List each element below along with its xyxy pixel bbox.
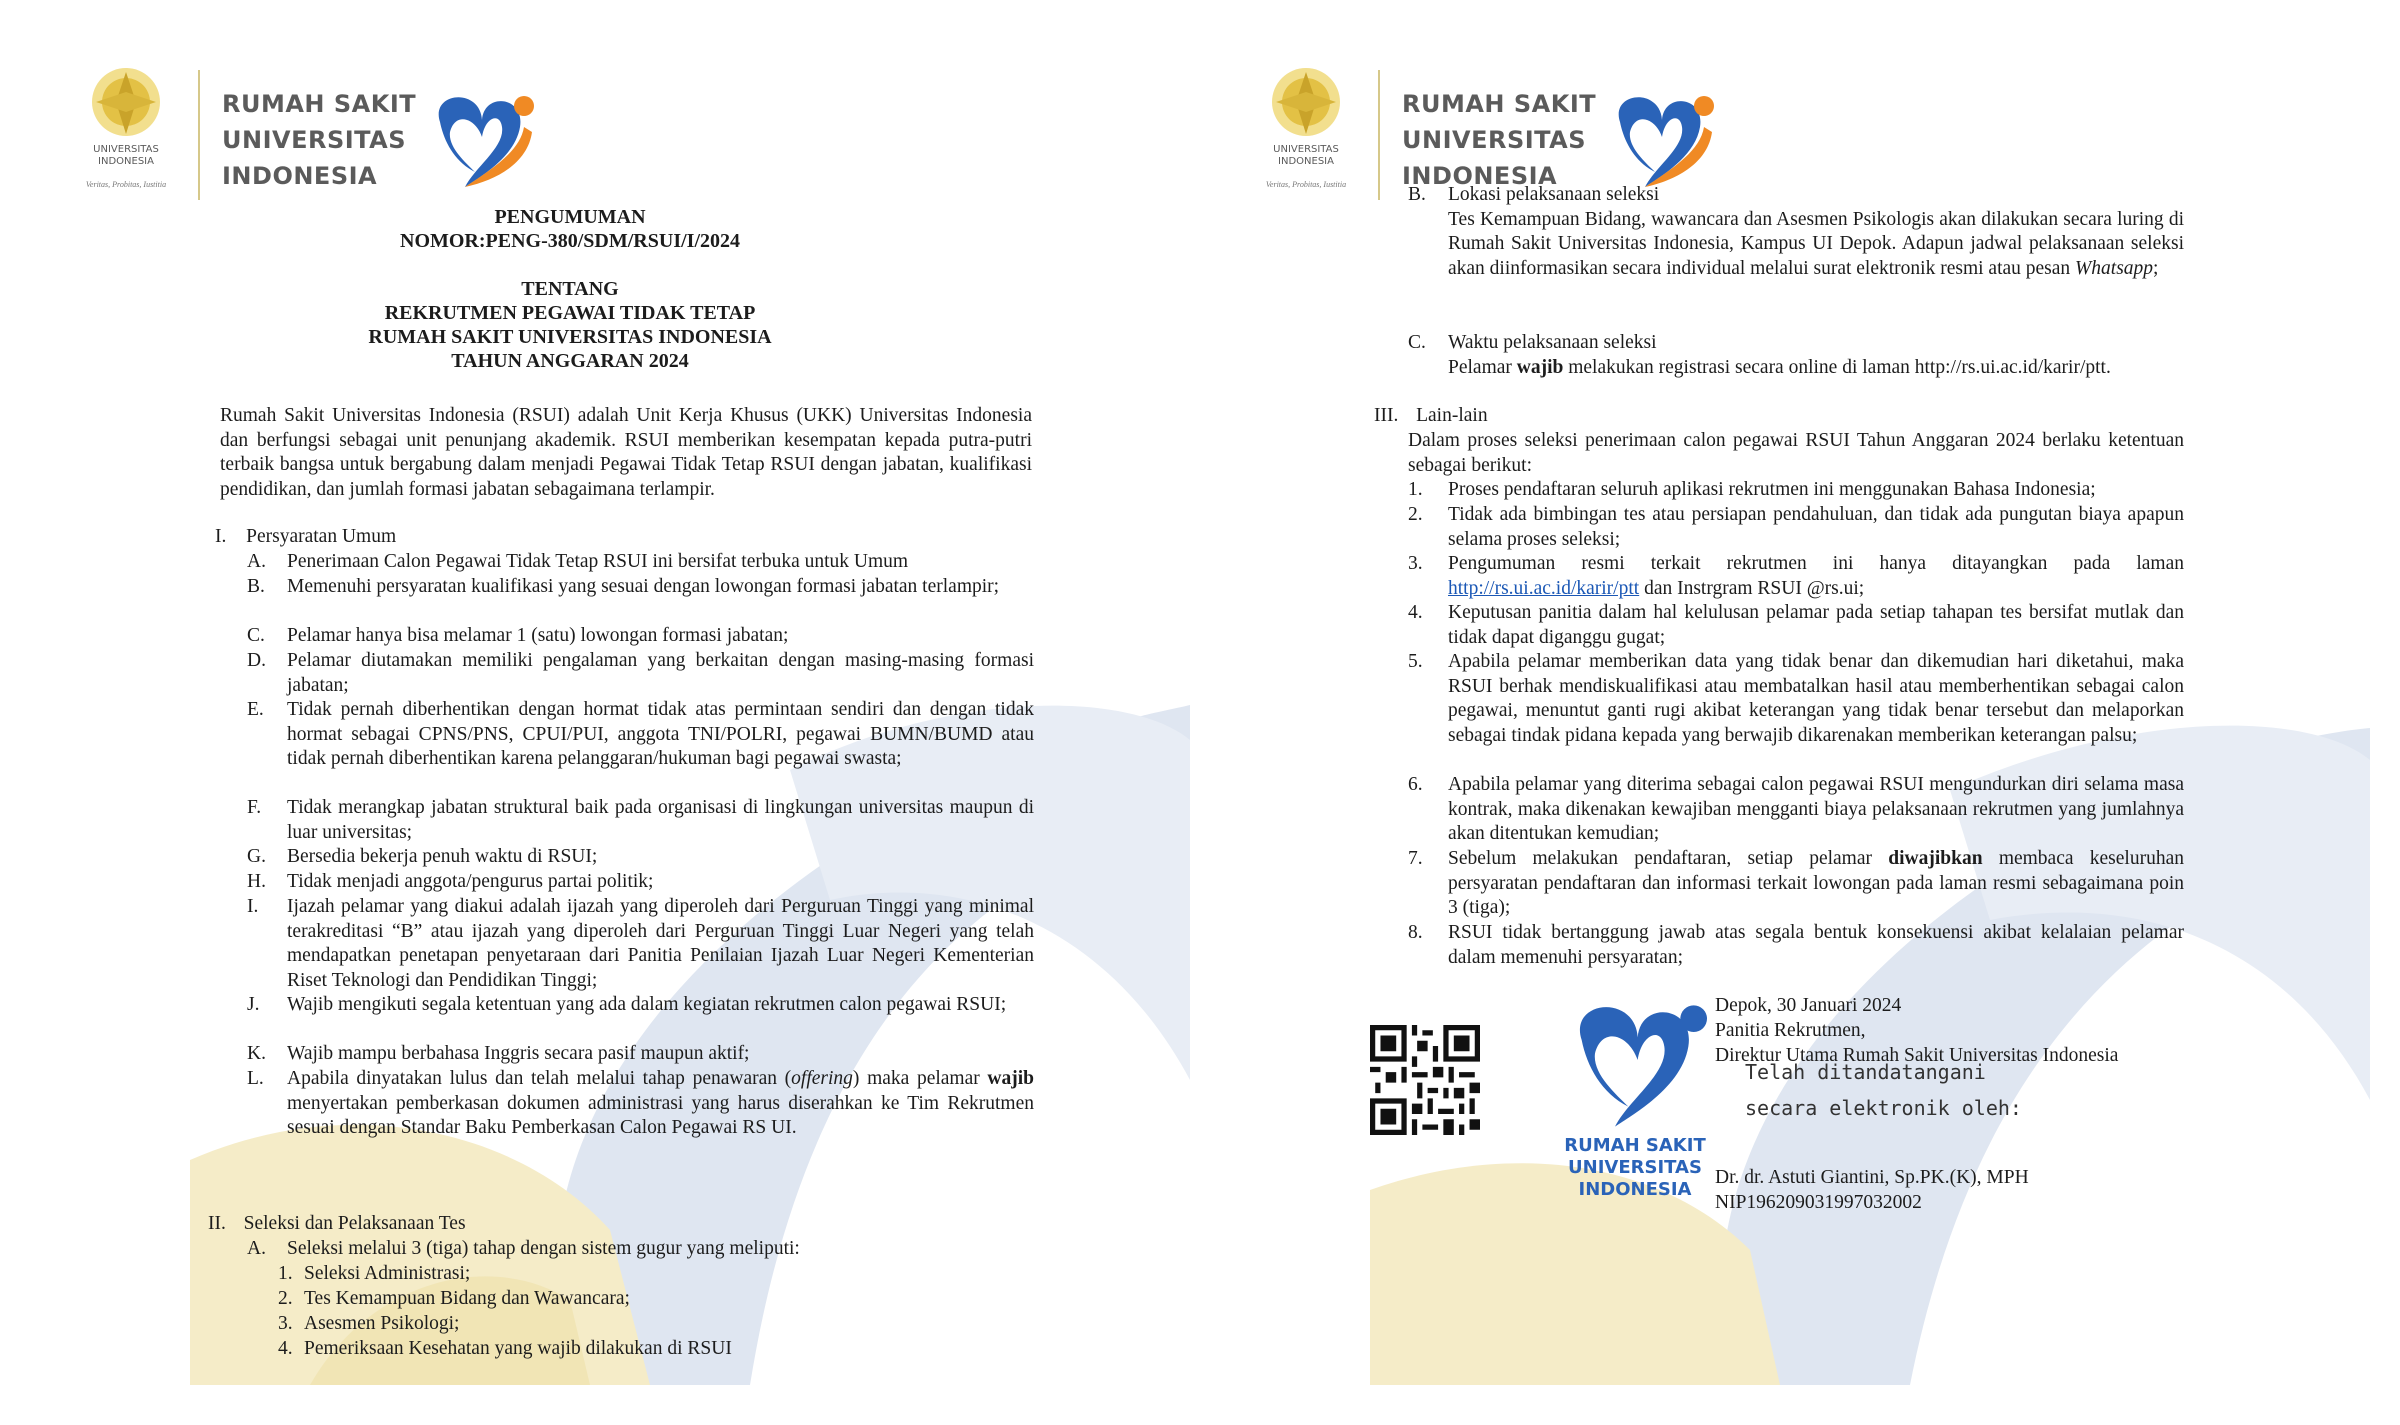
section-title-text: Seleksi dan Pelaksanaan Tes [243,1213,466,1234]
list-item-text: Memenuhi persyaratan kualifikasi yang sesuai dengan lowongan formasi jabatan terlampir; [287,576,1000,597]
hospital-name-line: RUMAH SAKIT [222,90,417,118]
list-item-label: D. [247,650,266,671]
list-item-text: Apabila dinyatakan lulus dan telah melalui tahap penawaran (offering) maka pelamar wajib menyertakan pemberkasan dokumen administrasi yang harus diserahkan ke Tim Rekrutmen sesuai dengan Standar Baku Pemberkasan Calon Pegawai RS UI. [287,1068,1035,1138]
list-item-text: Tidak merangkap jabatan struktural baik pada organisasi di lingkungan universitas maupun di luar universitas; [287,797,1034,843]
announcement-title: PENGUMUMAN [494,206,646,228]
list-item-label: F. [247,797,262,818]
emblem-text-line: INDONESIA [98,156,154,167]
rsui-stamp [1555,985,1715,1215]
hospital-name-line: UNIVERSITAS [1402,126,1587,154]
list-item-text: Tidak pernah diberhentikan dengan hormat tidak atas permintaan sendiri dan dengan tidak hormat sebagai CPNS/PNS, CPUI/PUI, anggota TNI/POLRI, pegawai BUMN/BUMD atau tidak pernah diberhentikan karena pelanggaran/hukuman bagi pegawai swasta; [287,699,1034,769]
list-item-text: Proses pendaftaran seluruh aplikasi rekrutmen ini menggunakan Bahasa Indonesia; [1448,479,2096,500]
stamp-name-line: UNIVERSITAS [1568,1157,1702,1178]
list-item-label: 6. [1408,774,1423,795]
list-item-text: Wajib mengikuti segala ketentuan yang ada dalam kegiatan rekrutmen calon pegawai RSUI; [287,994,1007,1015]
emblem-motto: Veritas, Probitas, Iustitia [85,180,167,189]
list-item-text: Keputusan panitia dalam hal kelulusan pelamar pada setiap tahapan tes bersifat mutlak dan tidak dapat diganggu gugat; [1448,602,2184,648]
list-item-text: Asesmen Psikologi; [304,1313,460,1334]
emblem-text-line: INDONESIA [1278,156,1334,167]
signature-position: Direktur Utama Rumah Sakit Universitas Indonesia [1715,1045,2119,1066]
emblem-text-line: UNIVERSITAS [93,144,159,155]
stamp-name-line: INDONESIA [1578,1179,1692,1200]
list-item-label: 2. [278,1288,293,1309]
signature-committee: Panitia Rekrutmen, [1715,1020,1866,1041]
list-item-label: G. [247,846,266,867]
list-item-text: Pengumuman resmi terkait rekrutmen ini hanya ditayangkan pada laman http://rs.ui.ac.id/karir/ptt dan Instrgram RSUI @rs.ui; [1448,553,2184,599]
logo-divider [198,70,200,200]
list-item-label: 8. [1408,922,1423,943]
section-title-text: Persyaratan Umum [246,526,397,547]
section-number: II. [208,1213,226,1234]
list-item-label: C. [247,625,265,646]
ui-emblem [80,62,172,194]
list-item-text: Seleksi Administrasi; [304,1263,471,1284]
announcement-about: TENTANG [521,278,619,300]
list-item-text: Wajib mampu berbahasa Inggris secara pasif maupun aktif; [287,1043,750,1064]
signer-name: Dr. dr. Astuti Giantini, Sp.PK.(K), MPH [1715,1167,2029,1188]
signer-nip: NIP196209031997032002 [1715,1192,1922,1213]
list-item-text: Tes Kemampuan Bidang dan Wawancara; [304,1288,630,1309]
list-item-text: Bersedia bekerja penuh waktu di RSUI; [287,846,598,867]
emblem-motto: Veritas, Probitas, Iustitia [1265,180,1347,189]
hospital-name [1402,86,1596,194]
section-title-text: Lain-lain [1416,405,1488,426]
list-item-text: Waktu pelaksanaan seleksi Pelamar wajib melakukan registrasi secara online di laman http://rs.ui.ac.id/karir/ptt. [1448,332,2111,378]
hospital-name-line: INDONESIA [222,162,378,190]
list-item-text: RSUI tidak bertanggung jawab atas segala bentuk konsekuensi akibat kelalaian pelamar dalam memenuhi persyaratan; [1448,922,2184,968]
list-item-label: E. [247,699,264,720]
list-item-label: 7. [1408,848,1423,869]
list-item-label: 1. [278,1263,293,1284]
logo-divider [1378,70,1380,200]
announcement-subject-line: TAHUN ANGGARAN 2024 [451,350,689,372]
list-item-label: 1. [1408,479,1423,500]
qr-code-icon [1370,1025,1480,1135]
list-item-text: Ijazah pelamar yang diakui adalah ijazah yang diperoleh dari Perguruan Tinggi yang minimal terakreditasi “B” atau ijazah yang diperoleh dari Perguruan Tinggi Luar Negeri yang telah mendapatkan penetapan penyetaraan dari Panitia Penilaian Ijazah Luar Negeri Kementerian Riset Teknologi dan Pendidikan Tinggi; [287,896,1034,991]
list-item-label: H. [247,871,266,892]
list-item-text: Apabila pelamar yang diterima sebagai calon pegawai RSUI mengundurkan diri selama masa kontrak, maka dikenakan kewajiban mengganti biaya pelaksanaan rekrutmen yang jumlahnya akan ditentukan kemudian; [1448,774,2184,844]
esign-line: Telah ditandatangani [1745,1060,1986,1084]
list-item-label: 4. [278,1338,293,1359]
list-item-label: L. [247,1068,264,1089]
list-item-label: A. [247,551,266,572]
section-1-title [215,525,396,550]
makara-emblem-icon [80,62,172,146]
hospital-name-line: UNIVERSITAS [222,126,407,154]
signature-place-date: Depok, 30 Januari 2024 [1715,995,1902,1016]
list-item-text: Penerimaan Calon Pegawai Tidak Tetap RSUI ini bersifat terbuka untuk Umum [287,551,909,572]
list-item-label: 2. [1408,504,1423,525]
section-number: I. [215,526,227,547]
section-3-intro: Dalam proses seleksi penerimaan calon pegawai RSUI Tahun Anggaran 2024 berlaku ketentuan sebagai berikut: [1408,430,2184,476]
rsui-logo [80,62,560,202]
heart-logo-icon [420,82,540,192]
career-page-link[interactable]: http://rs.ui.ac.id/karir/ptt [1448,577,1640,599]
announcement-subject-line: RUMAH SAKIT UNIVERSITAS INDONESIA [368,326,772,348]
section-3-title [1374,404,1488,429]
emblem-text-line: UNIVERSITAS [1273,144,1339,155]
list-item-label: A. [247,1238,266,1259]
hospital-name-line: INDONESIA [1402,162,1558,190]
list-item-label: 4. [1408,602,1423,623]
list-item-label: J. [247,994,260,1015]
section-2-title [208,1212,466,1237]
section-number: III. [1374,405,1399,426]
announcement-subject-line: REKRUTMEN PEGAWAI TIDAK TETAP [384,302,756,324]
list-item-text: Tidak ada bimbingan tes atau persiapan pendahuluan, dan tidak ada pungutan biaya apapun selama proses seleksi; [1448,504,2184,550]
document-page-1 [85,50,1190,1385]
heart-logo-icon [1600,82,1720,192]
list-item-label: B. [247,576,265,597]
list-item-text: Pelamar diutamakan memiliki pengalaman yang berkaitan dengan masing-masing formasi jabatan; [287,650,1034,696]
electronic-signature-note [1745,1054,2185,1126]
list-item-label: B. [1408,184,1426,205]
heart-stamp-icon [1555,985,1715,1135]
list-item-label: K. [247,1043,266,1064]
ui-emblem [1260,62,1352,194]
list-item-text: Lokasi pelaksanaan seleksi Tes Kemampuan Bidang, wawancara dan Asesmen Psikologis akan dilakukan secara luring di Rumah Sakit Universitas Indonesia, Kampus UI Depok. Adapun jadwal pelaksanaan seleksi akan diinformasikan secara individual melalui surat elektronik resmi atau pesan Whatsapp; [1448,184,2184,279]
list-item-label: C. [1408,332,1426,353]
esign-line: secara elektronik oleh: [1745,1096,2022,1120]
announcement-header [190,205,950,373]
hospital-name-line: RUMAH SAKIT [1402,90,1597,118]
list-item-text: Pemeriksaan Kesehatan yang wajib dilakukan di RSUI [304,1338,732,1359]
rsui-logo [1260,62,1740,202]
announcement-number: NOMOR:PENG-380/SDM/RSUI/I/2024 [400,230,740,252]
list-item-text: Seleksi melalui 3 (tiga) tahap dengan sistem gugur yang meliputi: [287,1238,800,1259]
hospital-name [222,86,416,194]
list-item-label: I. [247,896,259,917]
list-item-label: 5. [1408,651,1423,672]
intro-paragraph: Rumah Sakit Universitas Indonesia (RSUI) adalah Unit Kerja Khusus (UKK) Universitas Indonesia dan berfungsi sebagai unit penunjang akademik. RSUI memberikan kesempatan kepada putra-putri terbaik bangsa untuk bergabung dalam menjadi Pegawai Tidak Tetap RSUI dengan jabatan, kualifikasi pendidikan, dan jumlah formasi jabatan sebagaimana terlampir. [220,405,1032,500]
list-item-label: 3. [278,1313,293,1334]
list-item-text: Tidak menjadi anggota/pengurus partai politik; [287,871,654,892]
stamp-name-line: RUMAH SAKIT [1564,1135,1706,1156]
makara-emblem-icon [1260,62,1352,146]
list-item-text: Apabila pelamar memberikan data yang tidak benar dan dikemudian hari diketahui, maka RSUI berhak mendiskualifikasi atau membatalkan hasil atau memberhentikan sebagai calon pegawai, menuntut ganti rugi akibat keterangan yang tidak benar tersebut dan melaporkan sebagai tindak pidana kepada yang berwajib dikarenakan memberikan keterangan palsu; [1448,651,2184,746]
document-page-2 [1265,50,2370,1385]
list-item-label: 3. [1408,553,1423,574]
list-item-text: Sebelum melakukan pendaftaran, setiap pelamar diwajibkan membaca keseluruhan persyaratan pendaftaran dan informasi terkait lowongan pada laman resmi sebagaimana poin 3 (tiga); [1448,848,2184,918]
list-item-text: Pelamar hanya bisa melamar 1 (satu) lowongan formasi jabatan; [287,625,789,646]
